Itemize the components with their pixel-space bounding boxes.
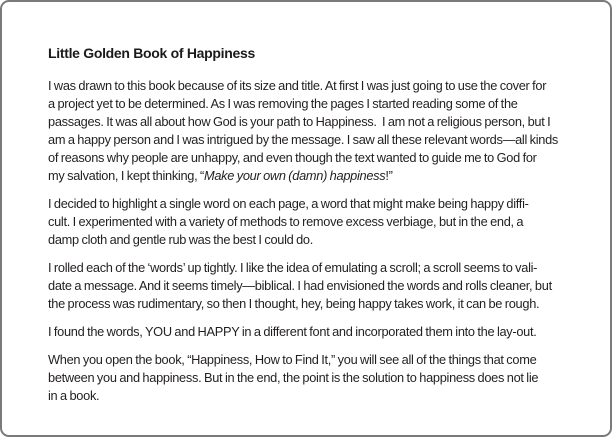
paragraph-4 bbox=[48, 323, 594, 341]
text-line-with-quote bbox=[48, 167, 594, 185]
paragraph-2 bbox=[48, 195, 594, 249]
text-line: of reasons why people are unhappy, and even though the text wanted to guide me to God for bbox=[48, 150, 537, 165]
text-line: passages. It was all about how God is your path to Happiness. I am not a religious person, but I bbox=[48, 114, 551, 129]
text-line: a project yet to be determined. As I was removing the pages I started reading some of the bbox=[48, 96, 518, 111]
text-line: damp cloth and gentle rub was the best I could do. bbox=[48, 232, 313, 247]
text-line: I found the words, YOU and HAPPY in a different font and incorporated them into the lay-out. bbox=[48, 324, 537, 339]
text-line: date a message. And it seems timely—biblical. I had envisioned the words and rolls cleaner, but bbox=[48, 278, 552, 293]
page-title: Little Golden Book of Happiness bbox=[48, 45, 255, 61]
text-line: am a happy person and I was intrigued by the message. I saw all these relevant words—all kinds bbox=[48, 132, 559, 147]
text-segment: !” bbox=[385, 168, 393, 183]
text-line: the process was rudimentary, so then I thought, hey, being happy takes work, it can be rough. bbox=[48, 296, 540, 311]
text-segment: my salvation, I kept thinking, “ bbox=[48, 168, 204, 183]
text-line: When you open the book, “Happiness, How to Find It,” you will see all of the things that come bbox=[48, 352, 537, 367]
text-line: cult. I experimented with a variety of methods to remove excess verbiage, but in the end, a bbox=[48, 214, 524, 229]
text-line: between you and happiness. But in the end, the point is the solution to happiness does not lie bbox=[48, 370, 539, 385]
text-line: I decided to highlight a single word on each page, a word that might make being happy diffi- bbox=[48, 196, 529, 211]
paragraph-1 bbox=[48, 77, 594, 185]
text-line: I rolled each of the ‘words’ up tightly. I like the idea of emulating a scroll; a scroll seems to vali- bbox=[48, 260, 538, 275]
text-line: I was drawn to this book because of its size and title. At first I was just going to use the cover for bbox=[48, 78, 547, 93]
paragraph-5 bbox=[48, 351, 594, 405]
document-body bbox=[48, 44, 594, 405]
text-line: in a book. bbox=[48, 388, 100, 403]
italic-quote: Make your own (damn) happiness bbox=[203, 168, 386, 183]
paragraph-3 bbox=[48, 259, 594, 313]
